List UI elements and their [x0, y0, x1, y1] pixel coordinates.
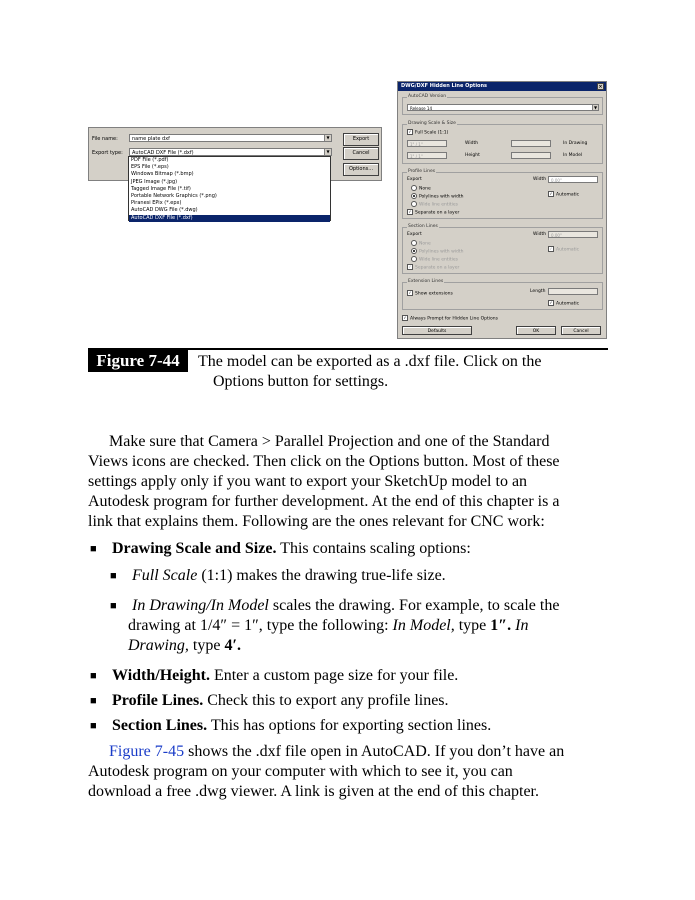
list-item-selected[interactable]: AutoCAD DXF File (*.dxf)	[129, 215, 330, 222]
check-icon: ✓	[549, 246, 553, 251]
bullet-title: Section Lines.	[112, 717, 208, 734]
section-wide-line-radio[interactable]	[411, 256, 458, 263]
automatic-label: Automatic	[556, 247, 580, 253]
autocad-version-select[interactable]	[407, 104, 599, 111]
group-title: Profile Lines	[408, 169, 436, 174]
text-run: 4′.	[224, 637, 241, 654]
width-label: Width	[533, 232, 547, 237]
wide-line-label: Wide line entities	[419, 257, 458, 263]
export-type-list[interactable]	[128, 156, 331, 221]
bullet-title: Drawing Scale and Size.	[112, 540, 277, 557]
subbullet-in-drawing	[132, 596, 559, 616]
para1-line-3: settings apply only if you want to export your SketchUp model to an	[88, 473, 528, 490]
separate-layer-label: Separate on a layer	[415, 210, 460, 216]
dialog-titlebar	[398, 82, 606, 91]
text-run: 1″.	[490, 617, 512, 634]
bullet-text: This has options for exporting section lines.	[207, 717, 492, 734]
profile-width-field[interactable]: 0.00"	[548, 176, 598, 183]
para1-line-5: link that explains them. Following are the ones relevant for CNC work:	[88, 513, 545, 530]
radio-icon	[411, 248, 417, 254]
dialog-title: DWG/DXF Hidden Line Options	[401, 83, 488, 89]
text-run: shows the .dxf file open in AutoCAD. If you don’t have an	[184, 743, 565, 760]
text-run: type	[454, 617, 491, 634]
full-scale-checkbox[interactable]	[407, 129, 448, 136]
list-item[interactable]: Piranesi EPix (*.epx)	[131, 200, 182, 207]
group-title: AutoCAD Version	[408, 94, 447, 99]
full-scale-label: Full Scale (1:1)	[415, 130, 449, 136]
para1-line-1: Make sure that Camera > Parallel Projection and one of the Standard	[109, 433, 550, 450]
radio-icon	[411, 193, 417, 199]
cancel-button[interactable]: Cancel	[343, 147, 379, 160]
check-icon: ✓	[549, 300, 553, 305]
subbullet-text: scales the drawing. For example, to scale the	[268, 597, 560, 614]
check-icon: ✓	[408, 129, 412, 134]
automatic-label: Automatic	[556, 192, 580, 198]
hidden-line-options-dialog	[397, 81, 607, 339]
text-run: drawing at 1/4″ = 1″, type the following:	[128, 617, 393, 634]
figure-label: Figure 7-44	[88, 350, 188, 372]
wide-line-label: Wide line entities	[419, 202, 458, 208]
section-polylines-radio[interactable]	[411, 248, 464, 255]
subbullet-full-scale	[132, 566, 446, 586]
para2-line-1	[109, 742, 564, 762]
figure-link[interactable]: Figure 7-45	[109, 743, 185, 760]
list-item[interactable]: EPS File (*.eps)	[131, 164, 169, 171]
export-type-value: AutoCAD DXF File (*.dxf)	[132, 150, 194, 156]
list-item[interactable]: AutoCAD DWG File (*.dwg)	[131, 207, 198, 214]
in-model-field[interactable]: 1" / 1"	[407, 152, 447, 159]
none-label: None	[419, 241, 431, 247]
file-name-input[interactable]	[129, 134, 332, 142]
polylines-radio[interactable]	[411, 193, 464, 200]
close-icon[interactable]: ×	[598, 84, 603, 90]
text-run: type	[188, 637, 225, 654]
export-label: Export	[407, 177, 422, 182]
check-icon: ✓	[549, 191, 553, 196]
bullet-text: Check this to export any profile lines.	[203, 692, 449, 709]
check-icon: ✓	[403, 315, 407, 320]
caption-line-2: Options button for settings.	[213, 373, 389, 390]
group-title: Drawing Scale & Size	[408, 121, 456, 126]
para1-line-2: Views icons are checked. Then click on the Options button. Most of these	[88, 453, 560, 470]
show-extensions-label: Show extensions	[415, 291, 453, 297]
bullet-icon: ■	[110, 600, 117, 612]
length-label: Length	[530, 289, 546, 294]
defaults-button[interactable]: Defaults	[402, 326, 472, 335]
width-label: Width	[465, 141, 479, 146]
autocad-version-value: Release 14	[410, 106, 432, 111]
options-button[interactable]: Options...	[343, 163, 379, 176]
subbullet-text: (1:1) makes the drawing true-life size.	[197, 567, 446, 584]
ok-button[interactable]: OK	[516, 326, 556, 335]
always-prompt-checkbox[interactable]	[402, 315, 498, 322]
subbullet-title: In Drawing/In Model	[132, 597, 269, 614]
radio-icon	[411, 256, 417, 262]
list-item[interactable]: Portable Network Graphics (*.png)	[131, 192, 217, 199]
bullet-icon: ■	[110, 570, 117, 582]
width-field[interactable]	[511, 140, 551, 147]
check-icon: ✓	[408, 209, 412, 214]
file-name-value: name plate dxf	[132, 136, 170, 142]
radio-icon	[411, 185, 417, 191]
bullet-section-lines	[112, 716, 491, 736]
in-model-label: In Model	[563, 153, 583, 158]
chevron-down-icon[interactable]: ▼	[324, 135, 331, 141]
chevron-down-icon[interactable]: ▼	[324, 149, 331, 155]
in-drawing-label: In Drawing	[563, 141, 588, 146]
polylines-label: Polylines with width	[419, 249, 464, 255]
group-title: Section Lines	[408, 224, 438, 229]
list-item[interactable]: PDF File (*.pdf)	[131, 157, 169, 163]
list-item[interactable]: Tagged Image File (*.tif)	[131, 185, 191, 192]
extension-automatic-checkbox[interactable]	[548, 300, 579, 307]
bullet-drawing-scale	[112, 539, 471, 559]
section-automatic-checkbox[interactable]	[548, 246, 579, 253]
file-name-label: File name:	[92, 136, 118, 142]
section-lines-group	[402, 224, 603, 274]
radio-icon	[411, 201, 417, 207]
group-title: Extension Lines	[408, 279, 444, 284]
text-run: Drawing,	[128, 637, 189, 654]
bullet-icon: ■	[90, 670, 97, 682]
extension-lines-group	[402, 279, 603, 310]
subbullet-title: Full Scale	[132, 567, 198, 584]
chevron-down-icon[interactable]: ▼	[593, 105, 598, 110]
export-type-select[interactable]	[129, 148, 332, 156]
bullet-title: Width/Height.	[112, 667, 210, 684]
always-prompt-label: Always Prompt for Hidden Line Options	[410, 316, 498, 322]
section-width-field[interactable]: 0.00"	[548, 231, 598, 238]
show-extensions-checkbox[interactable]	[407, 290, 453, 297]
separate-layer-label: Separate on a layer	[415, 265, 460, 271]
drawing-scale-group	[402, 121, 603, 164]
section-none-radio[interactable]	[411, 240, 431, 247]
text-run: In	[511, 617, 529, 634]
polylines-label: Polylines with width	[419, 194, 464, 200]
bullet-text: This contains scaling options:	[276, 540, 471, 557]
cancel-button[interactable]: Cancel	[561, 326, 601, 335]
caption-line-1: The model can be exported as a .dxf file. Click on the	[198, 353, 542, 370]
bullet-text: Enter a custom page size for your file.	[209, 667, 459, 684]
in-drawing-field[interactable]: 1" / 1"	[407, 140, 447, 147]
automatic-checkbox[interactable]	[548, 191, 579, 198]
none-label: None	[419, 186, 431, 192]
bullet-icon: ■	[90, 543, 97, 555]
radio-icon	[411, 240, 417, 246]
subbullet-in-drawing-line-3	[128, 636, 241, 656]
none-radio[interactable]	[411, 185, 431, 192]
list-item[interactable]: Windows Bitmap (*.bmp)	[131, 171, 194, 178]
wide-line-radio[interactable]	[411, 201, 458, 208]
export-type-label: Export type:	[92, 150, 123, 156]
length-field[interactable]	[548, 288, 598, 295]
bullet-icon: ■	[90, 720, 97, 732]
width-label: Width	[533, 177, 547, 182]
height-field[interactable]	[511, 152, 551, 159]
check-icon: ✓	[408, 264, 412, 269]
automatic-label: Automatic	[556, 301, 580, 307]
autocad-version-group	[402, 94, 603, 115]
height-label: Height	[465, 153, 480, 158]
subbullet-in-drawing-line-2	[128, 616, 528, 636]
bullet-profile-lines	[112, 691, 449, 711]
para2-line-3: download a free .dwg viewer. A link is given at the end of this chapter.	[88, 783, 539, 800]
bullet-icon: ■	[90, 695, 97, 707]
separate-layer-checkbox[interactable]	[407, 209, 459, 216]
figure-caption	[198, 352, 598, 392]
list-item[interactable]: JPEG Image (*.jpg)	[131, 178, 178, 185]
bullet-width-height	[112, 666, 458, 686]
text-run: In Model,	[392, 617, 455, 634]
export-label: Export	[407, 232, 422, 237]
profile-lines-group	[402, 169, 603, 219]
section-separate-layer-checkbox[interactable]	[407, 264, 459, 271]
export-button[interactable]: Export	[343, 133, 379, 146]
check-icon: ✓	[408, 290, 412, 295]
para1-line-4: Autodesk program for further development. At the end of this chapter is a	[88, 493, 560, 510]
bullet-title: Profile Lines.	[112, 692, 204, 709]
para2-line-2: Autodesk program on your computer with which to see it, you can	[88, 763, 513, 780]
